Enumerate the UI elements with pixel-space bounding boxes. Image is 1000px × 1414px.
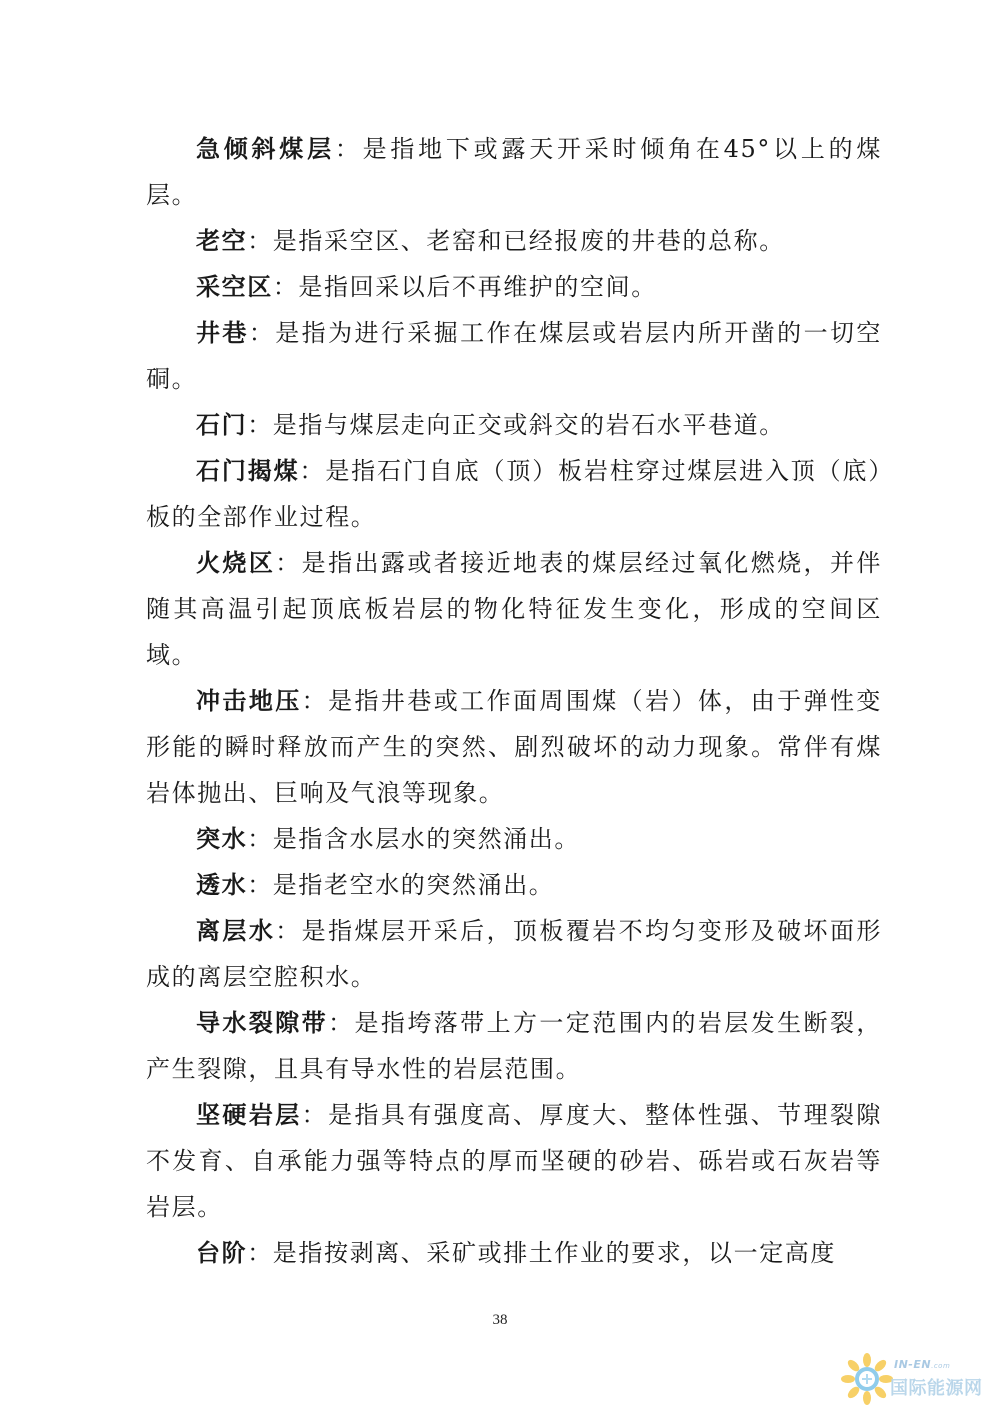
definition-term: 离层水 <box>196 917 276 945</box>
definition-paragraph <box>146 1230 882 1276</box>
definition-text: ：是指含水层水的突然涌出。 <box>247 825 581 853</box>
definition-term: 石门揭煤 <box>196 457 300 485</box>
definition-paragraph <box>146 264 882 310</box>
watermark-domain: IN-EN.com <box>894 1358 951 1371</box>
document-body <box>146 126 882 1276</box>
definition-paragraph <box>146 816 882 862</box>
definition-text: ：是指垮落带上方一定范围内的岩层发生断裂，产生裂隙，且具有导水性的岩层范围。 <box>146 1009 882 1083</box>
definition-term: 坚硬岩层 <box>196 1101 302 1129</box>
definition-term: 台阶 <box>196 1239 248 1267</box>
page-number: 38 <box>492 1312 508 1328</box>
definition-term: 急倾斜煤层 <box>196 135 335 163</box>
watermark-logo <box>840 1350 990 1406</box>
definition-text: ：是指采空区、老窑和已经报废的井巷的总称。 <box>247 227 785 255</box>
definition-paragraph <box>146 678 882 816</box>
definition-term: 透水 <box>196 871 248 899</box>
definition-term: 火烧区 <box>196 549 276 577</box>
definition-text: ：是指为进行采掘工作在煤层或岩层内所开凿的一切空硐。 <box>146 319 883 393</box>
definition-text: ：是指地下或露天开采时倾角在45°以上的煤层。 <box>146 135 883 209</box>
definition-text: ：是指煤层开采后，顶板覆岩不均匀变形及破坏面形成的离层空腔积水。 <box>146 917 882 991</box>
sun-flower-logo-icon <box>840 1352 894 1406</box>
definition-text: ：是指回采以后不再维护的空间。 <box>272 273 657 301</box>
definition-paragraph <box>146 1000 882 1092</box>
definition-paragraph <box>146 218 882 264</box>
definition-term: 井巷 <box>196 319 249 347</box>
definition-term: 导水裂隙带 <box>196 1009 329 1037</box>
definition-paragraph <box>146 862 882 908</box>
definition-text: ：是指井巷或工作面周围煤（岩）体，由于弹性变形能的瞬时释放而产生的突然、剧烈破坏的动力现象。常伴有煤岩体抛出、巨响及气浪等现象。 <box>146 687 882 807</box>
definition-term: 冲击地压 <box>196 687 302 715</box>
definition-paragraph <box>146 448 882 540</box>
definition-paragraph <box>146 126 882 218</box>
definition-text: ：是指按剥离、采矿或排土作业的要求，以一定高度 <box>247 1239 837 1267</box>
definition-term: 石门 <box>196 411 248 439</box>
definition-paragraph <box>146 310 882 402</box>
definition-paragraph <box>146 1092 882 1230</box>
definition-term: 突水 <box>196 825 248 853</box>
definition-text: ：是指石门自底（顶）板岩柱穿过煤层进入顶（底）板的全部作业过程。 <box>146 457 882 531</box>
definition-paragraph <box>146 540 882 678</box>
definition-paragraph <box>146 908 882 1000</box>
definition-paragraph <box>146 402 882 448</box>
definition-text: ：是指与煤层走向正交或斜交的岩石水平巷道。 <box>247 411 785 439</box>
definition-text: ：是指具有强度高、厚度大、整体性强、节理裂隙不发育、自承能力强等特点的厚而坚硬的砂岩、砾岩或石灰岩等岩层。 <box>146 1101 882 1221</box>
definition-text: ：是指出露或者接近地表的煤层经过氧化燃烧，并伴随其高温引起顶底板岩层的物化特征发生变化，形成的空间区域。 <box>146 549 882 669</box>
watermark-name: 国际能源网 <box>890 1378 983 1399</box>
definition-term: 老空 <box>196 227 248 255</box>
definition-text: ：是指老空水的突然涌出。 <box>247 871 555 899</box>
definition-term: 采空区 <box>196 273 273 301</box>
